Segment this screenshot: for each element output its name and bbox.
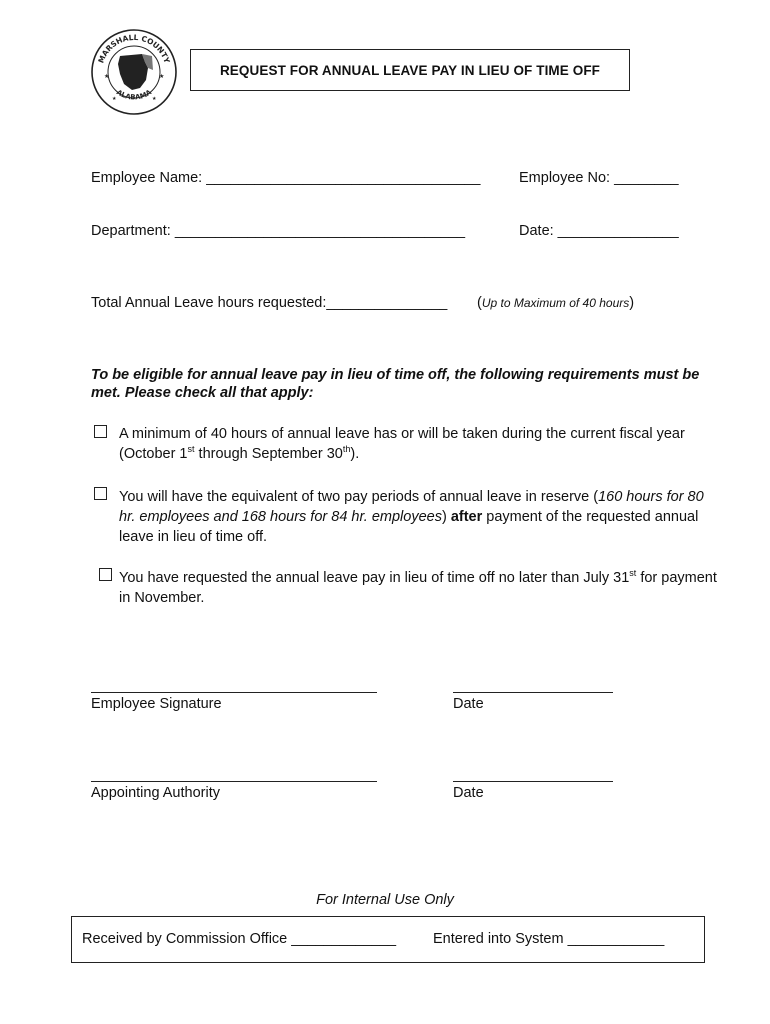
req2-part-a: You will have the equivalent of two pay periods of annual leave in reserve ( — [119, 489, 599, 505]
req3-part-a: You have requested the annual leave pay in lieu of time off no later than July 31 — [119, 570, 630, 586]
req3-sup-a: st — [629, 568, 637, 579]
svg-text:★: ★ — [152, 96, 157, 102]
employee-date-line[interactable] — [453, 692, 613, 693]
employee-name-field[interactable]: Employee Name: __________________________________ — [91, 170, 481, 186]
svg-text:★: ★ — [112, 96, 117, 102]
requirement-2-checkbox[interactable] — [94, 487, 107, 500]
authority-date-label: Date — [453, 785, 484, 801]
appointing-authority-label: Appointing Authority — [91, 785, 220, 801]
req1-part-c: ). — [350, 446, 360, 462]
req1-part-b: through September 30 — [194, 446, 343, 462]
req1-sup-a: st — [187, 444, 195, 455]
requirement-2-text — [119, 487, 719, 547]
form-title — [190, 49, 630, 91]
svg-text:★: ★ — [104, 74, 110, 80]
received-by-commission-field[interactable]: Received by Commission Office _____________ — [82, 931, 397, 947]
total-hours-note — [477, 295, 634, 311]
total-hours-field[interactable]: Total Annual Leave hours requested:_______________ — [91, 295, 448, 311]
appointing-authority-line[interactable] — [91, 781, 377, 782]
employee-no-field[interactable]: Employee No: ________ — [519, 170, 679, 186]
eligibility-intro: To be eligible for annual leave pay in lieu of time off, the following requirements must be met. Please check all that apply: — [91, 367, 700, 401]
date-field[interactable]: Date: _______________ — [519, 223, 679, 239]
entered-into-system-field[interactable]: Entered into System ____________ — [433, 931, 665, 947]
req2-part-b: ) — [441, 509, 451, 525]
internal-use-box — [71, 916, 705, 963]
req1-sup-b: th — [342, 444, 351, 455]
req2-bold: after — [450, 509, 483, 525]
requirement-1-checkbox[interactable] — [94, 425, 107, 438]
note-open-paren: ( — [477, 295, 482, 311]
seal-top-text: MARSHALL COUNTY — [96, 32, 172, 65]
employee-date-label: Date — [453, 696, 484, 712]
req1-part-a: A minimum of 40 hours of annual leave has or will be taken during the current fiscal year (October 1 — [119, 426, 685, 462]
seal-bottom-text: ALABAMA — [114, 88, 154, 102]
form-title-text: REQUEST FOR ANNUAL LEAVE PAY IN LIEU OF TIME OFF — [219, 62, 601, 78]
svg-text:★: ★ — [159, 74, 165, 80]
req2-part-c: payment of the requested annual leave in lieu of time off. — [119, 509, 699, 545]
department-field[interactable]: Department: ____________________________________ — [91, 223, 466, 239]
requirement-3-checkbox[interactable] — [99, 568, 112, 581]
authority-date-line[interactable] — [453, 781, 613, 782]
employee-signature-line[interactable] — [91, 692, 377, 693]
req2-italic: 160 hours for 80 hr. employees and 168 hours for 84 hr. employees — [119, 489, 704, 525]
requirement-3-text — [119, 568, 719, 608]
svg-text:ALABAMA — [115, 88, 154, 102]
county-seal-icon — [90, 28, 178, 116]
note-close-paren: ) — [629, 295, 635, 311]
req3-part-b: for payment in November. — [119, 570, 717, 606]
note-text: Up to Maximum of 40 hours — [481, 296, 630, 310]
requirement-1-text — [119, 424, 719, 464]
internal-use-heading: For Internal Use Only — [316, 892, 454, 908]
employee-signature-label: Employee Signature — [91, 696, 222, 712]
